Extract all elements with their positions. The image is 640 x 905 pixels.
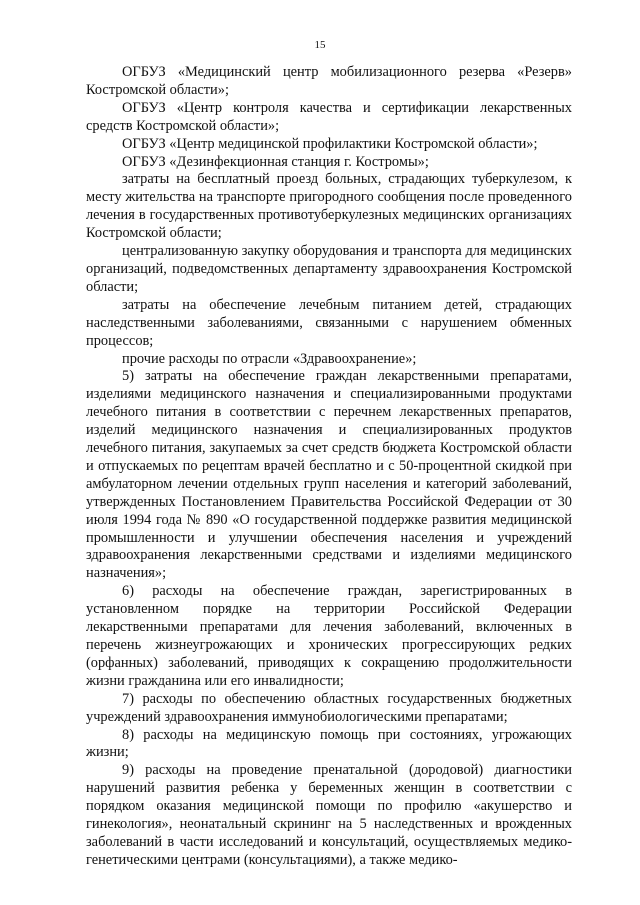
paragraph-ogbuz-reserve: ОГБУЗ «Медицинский центр мобилизационного резерва «Резерв» Костромской области»; [86,64,572,98]
paragraph-tb-travel-costs: затраты на бесплатный проезд больных, страдающих туберкулезом, к месту жительства на транспорте пригородного сообщения после проведенного лечения в государственных противотуберкулезных медицинских организациях Костромской области; [86,171,572,242]
paragraph-item-6: 6) расходы на обеспечение граждан, зарегистрированных в установленном порядке на территории Российской Федерации лекарственными препаратами для лечения заболеваний, включенных в перечень жизнеугрожающих и хронических прогрессирующих редких (орфанных) заболеваний, приводящих к сокращению продолжительности жизни гражданина или его инвалидности; [86,583,572,689]
paragraph-item-7: 7) расходы по обеспечению областных государственных бюджетных учреждений здравоохранения иммунобиологическими препаратами; [86,690,572,725]
paragraph-other-expenses: прочие расходы по отрасли «Здравоохранение»; [122,350,417,367]
document-body [86,64,572,870]
paragraph-ogbuz-quality-control: ОГБУЗ «Центр контроля качества и сертификации лекарственных средств Костромской области»; [86,99,572,134]
paragraph-centralized-procurement: централизованную закупку оборудования и транспорта для медицинских организаций, подведомственных департаменту здравоохранения Костромской области; [86,243,572,295]
paragraph-ogbuz-disinfection: ОГБУЗ «Дезинфекционная станция г. Костромы»; [122,153,429,170]
paragraph-therapeutic-nutrition: затраты на обеспечение лечебным питанием детей, страдающих наследственными заболеваниями, связанными с нарушением обменных процессов; [86,296,572,349]
page-number: 15 [314,39,326,51]
paragraph-item-8: 8) расходы на медицинскую помощь при состояниях, угрожающих жизни; [86,726,572,761]
paragraph-ogbuz-prevention: ОГБУЗ «Центр медицинской профилактики Костромской области»; [122,135,538,152]
paragraph-item-9: 9) расходы на проведение пренатальной (дородовой) диагностики нарушений развития ребенка у беременных женщин в соответствии с порядком оказания медицинской помощи по профилю «акушерство и гинекология», неонатальный скрининг на 5 наследственных и врожденных заболеваний в части исследований и консультаций, осуществляемых медико-генетическими центрами (консультациями), а также медико- [86,762,572,868]
paragraph-item-5: 5) затраты на обеспечение граждан лекарственными препаратами, изделиями медицинского назначения и специализированными продуктами лечебного питания в соответствии с перечнем лекарственных препаратов, изделий медицинского назначения и специализированных продуктов лечебного питания, закупаемых за счет средств бюджета Костромской области и отпускаемых по рецептам врачей бесплатно и с 50-процентной скидкой при амбулаторном лечении отдельных групп населения и категорий заболеваний, утвержденных Постановлением Правительства Российской Федерации от 30 июля 1994 года № 890 «О государственной поддержке развития медицинской промышленности и улучшении обеспечения населения и учреждений здравоохранения лекарственными средствами и изделиями медицинского назначения»; [86,368,572,582]
